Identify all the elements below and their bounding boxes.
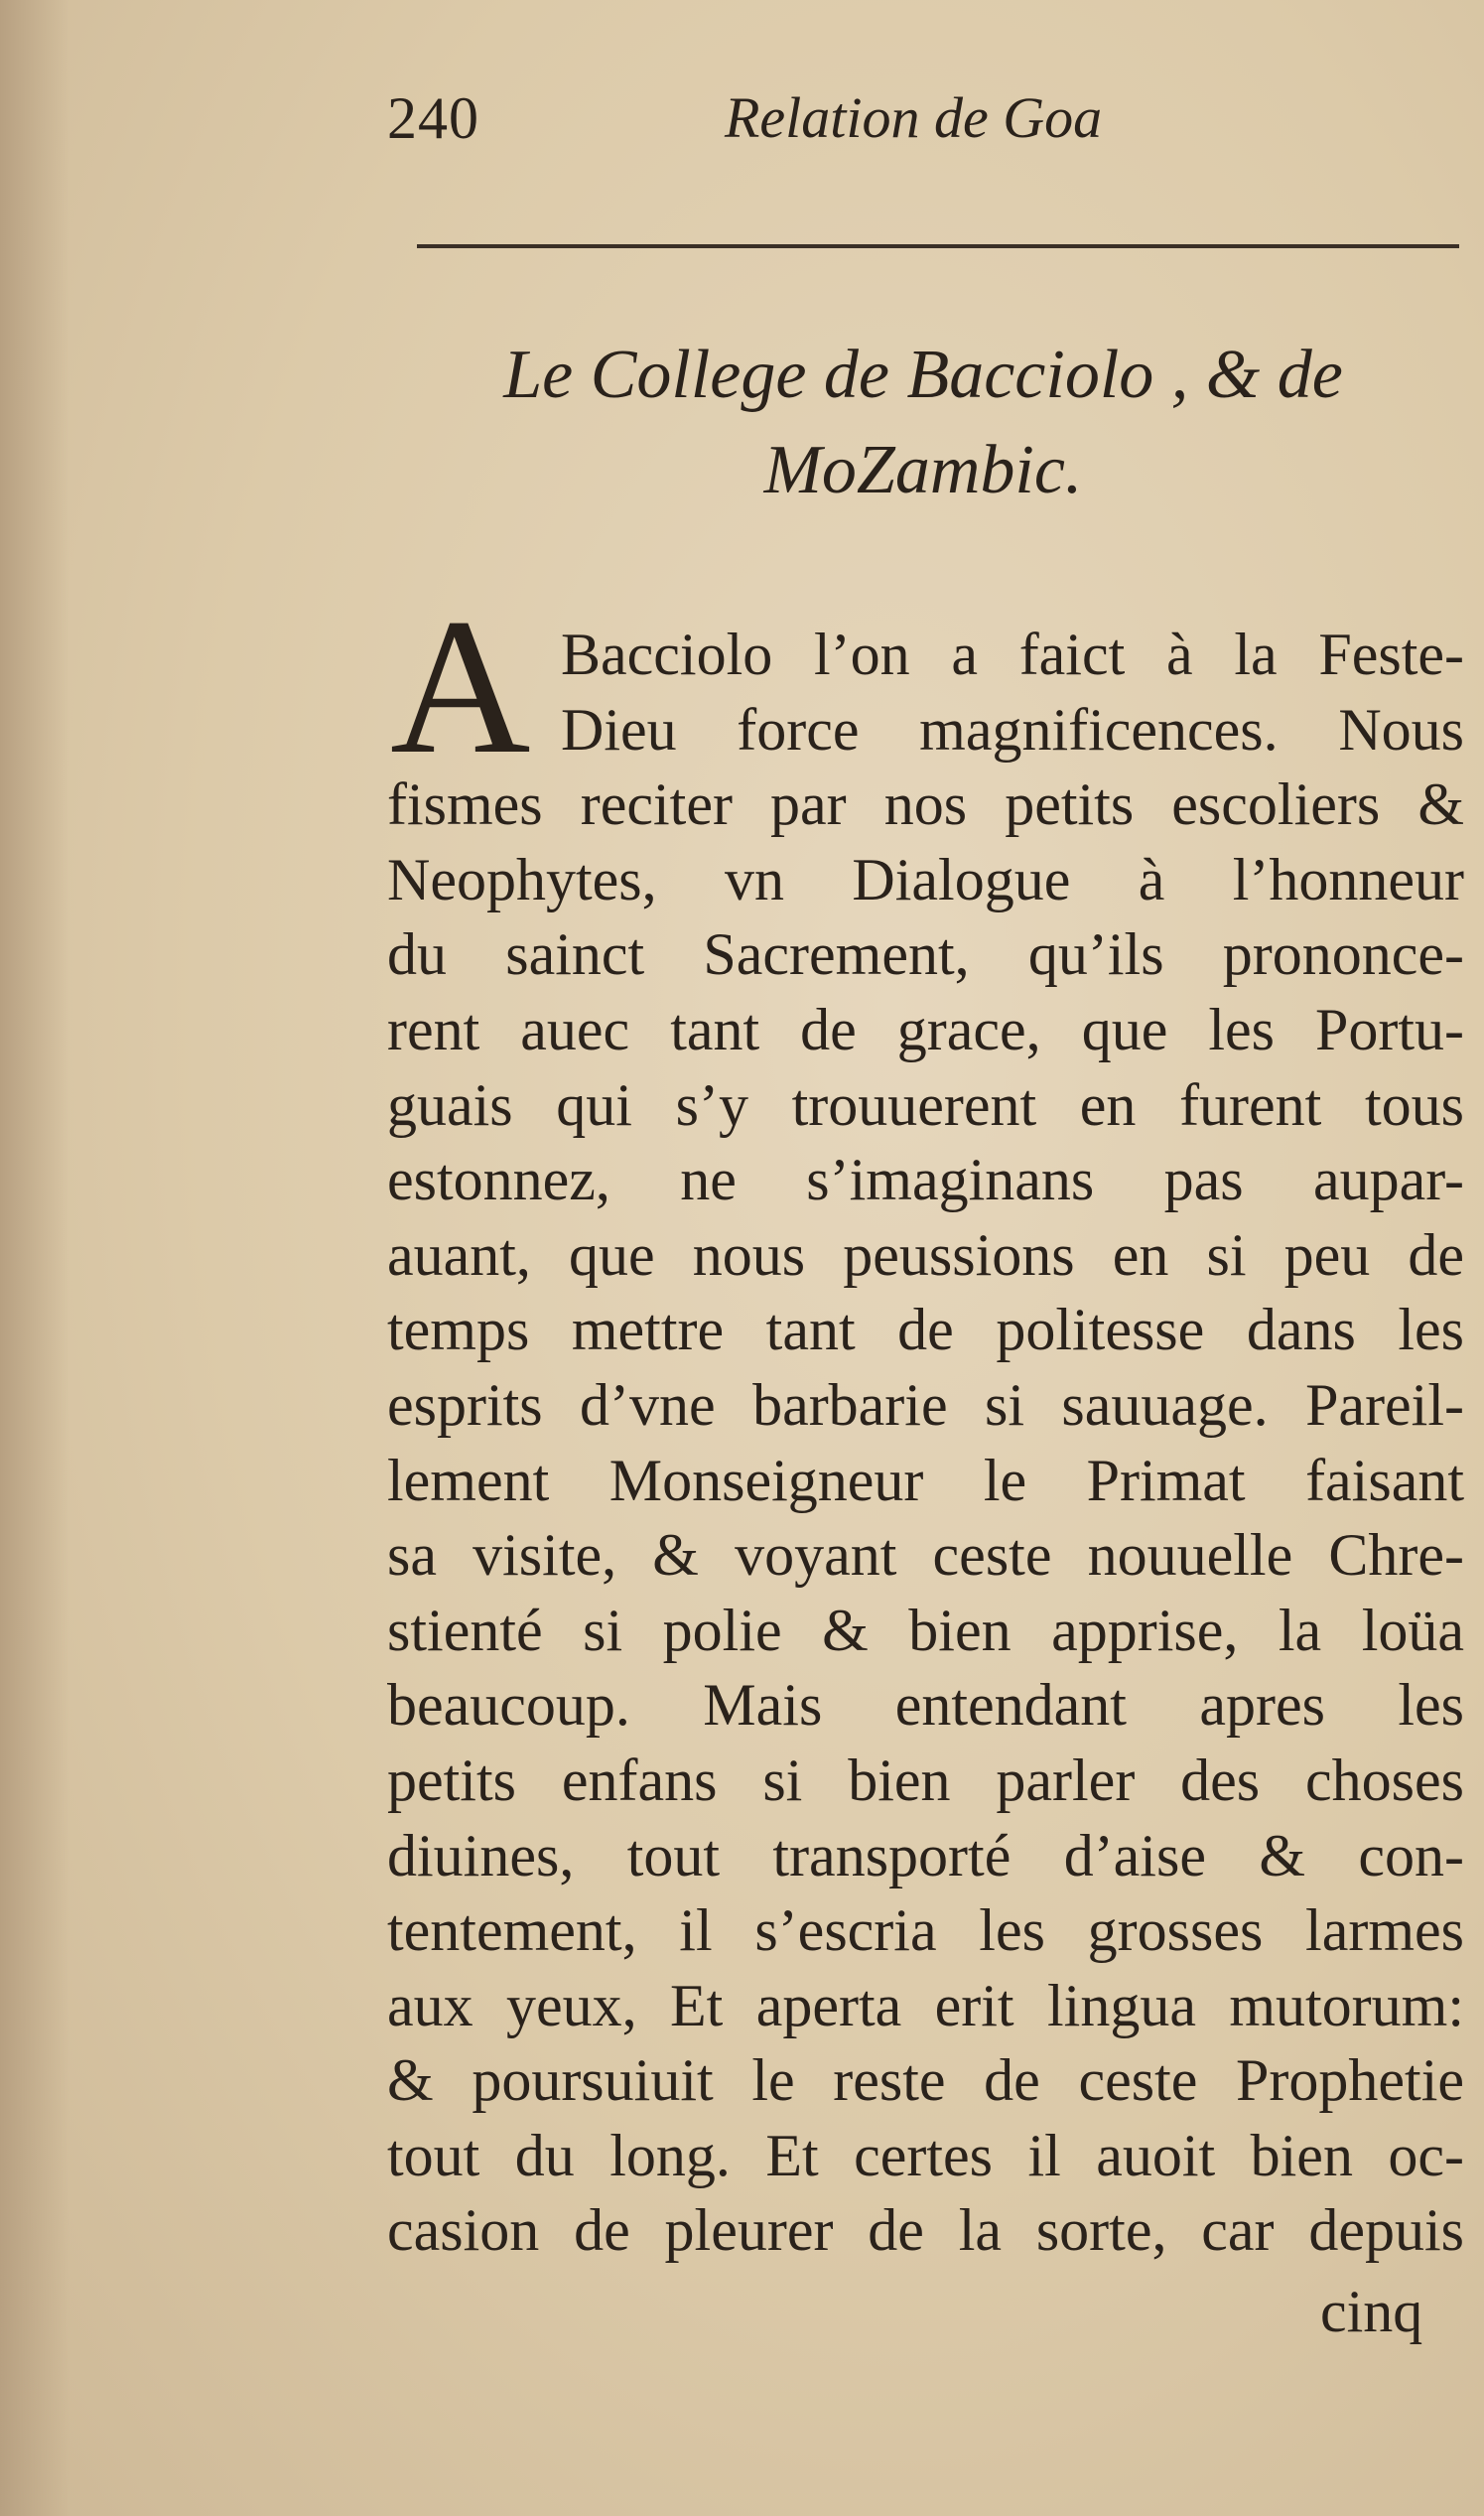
text-line: estonnez, ne s’imaginans pas aupar- (387, 1147, 1464, 1213)
text-line: esprits d’vne barbarie si sauuage. Pareil- (387, 1371, 1464, 1438)
text-line: tentement, il s’escria les grosses larmes (387, 1897, 1464, 1964)
running-title: Relation de Goa (725, 85, 1103, 150)
chapter-title-line-2: MoZambic. (763, 432, 1083, 508)
text-line: auant, que nous peussions en si peu de (387, 1221, 1464, 1288)
text-line: lement Monseigneur le Primat faisant (387, 1447, 1464, 1513)
text-line: aux yeux, Et aperta erit lingua mutorum: (387, 1972, 1464, 2038)
text-line: Dieu force magnificences. Nous (561, 696, 1464, 763)
header-rule (417, 244, 1459, 248)
text-line: du sainct Sacrement, qu’ils prononce- (387, 921, 1464, 988)
body-text (387, 618, 1464, 2269)
text-line: stienté si polie & bien apprise, la loüa (387, 1597, 1464, 1663)
gutter-shadow (0, 0, 69, 2516)
text-line: sa visite, & voyant ceste nouuelle Chre- (387, 1522, 1464, 1589)
catchword: cinq (1320, 2279, 1423, 2344)
text-line: Bacciolo l’on a faict à la Feste- (561, 622, 1464, 687)
text-line: temps mettre tant de politesse dans les (387, 1297, 1464, 1363)
text-line: beaucoup. Mais entendant apres les (387, 1672, 1464, 1739)
text-line: fismes reciter par nos petits escoliers & (387, 771, 1464, 838)
text-line: tout du long. Et certes il auoit bien oc- (387, 2122, 1464, 2188)
running-head (387, 84, 1459, 174)
drop-cap: A (390, 579, 531, 794)
page-number: 240 (387, 85, 479, 151)
text-line: diuines, tout transporté d’aise & con- (387, 1822, 1464, 1888)
text-line: Neophytes, vn Dialogue à l’honneur (387, 846, 1464, 912)
chapter-title-line-1: Le College de Bacciolo , & de (503, 337, 1343, 413)
text-line: casion de pleurer de la sorte, car depuis (387, 2197, 1464, 2264)
text-line: rent auec tant de grace, que les Portu- (387, 996, 1464, 1062)
chapter-title (392, 328, 1454, 518)
text-line: & poursuiuit le reste de ceste Prophetie (387, 2047, 1464, 2114)
text-line: petits enfans si bien parler des choses (387, 1747, 1464, 1813)
text-line: guais qui s’y trouuerent en furent tous (387, 1071, 1464, 1138)
